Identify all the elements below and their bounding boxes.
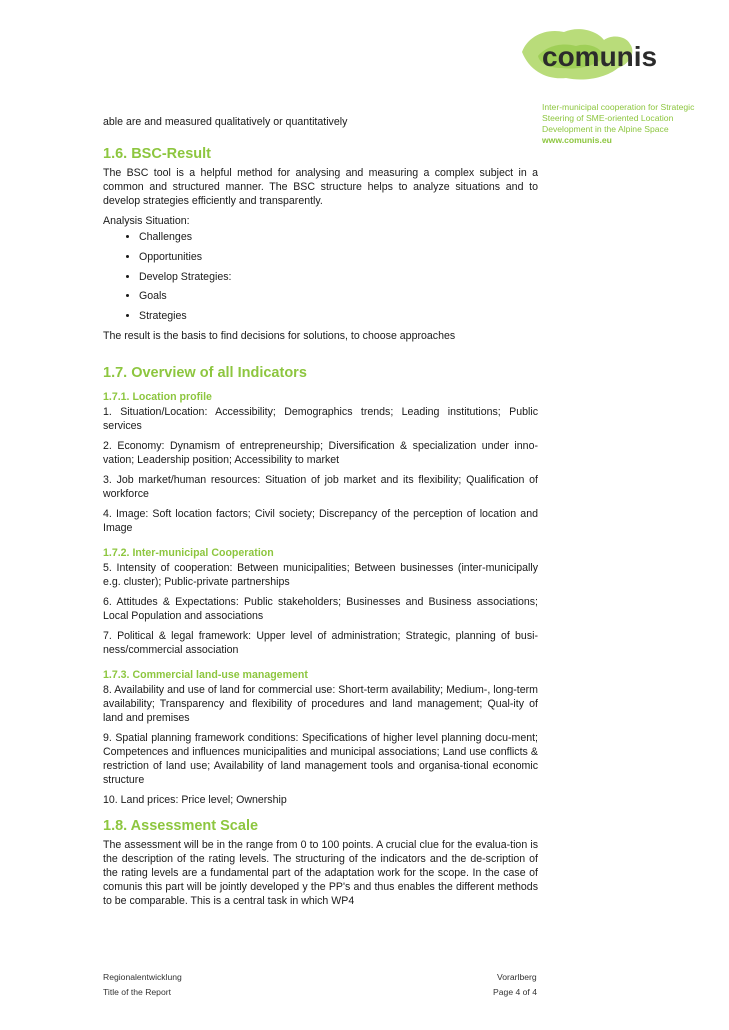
paragraph: The result is the basis to find decisions for solutions, to choose approaches [103,329,456,342]
section-heading-bsc-result: 1.6. BSC-Result [103,146,211,162]
indicator-item: 7. Political & legal framework: Upper level of administration; Strategic, planning of busi-ness/commercial association [103,629,538,656]
indicator-item: 6. Attitudes & Expectations: Public stakeholders; Businesses and Business associations; Local Population and associations [103,595,538,622]
bullet-list [103,230,538,323]
indicator-item: 8. Availability and use of land for commercial use: Short-term availability; Medium-, long-term availability; Transparency and flexibility of procedures and land management; Qual-ity of land and premises [103,683,538,724]
list-item: • Opportunities [139,250,538,264]
paragraph: The assessment will be in the range from 0 to 100 points. A crucial clue for the evalua-tion is the description of the rating levels. The structuring of the indicators and the de-scription of the rating levels are a fundamental part of the adaptation work for the scope. In the case of comunis this part will be jointly developed y the PP's and thus enables the different methods to be comparable. This is a central task in which WP4 [103,838,538,907]
list-item: • Strategies [139,309,538,323]
list-item: • Challenges [139,230,538,244]
indicator-item: 3. Job market/human resources: Situation of job market and its flexibility; Qualification of workforce [103,473,538,500]
indicator-item: 2. Economy: Dynamism of entrepreneurship; Diversification & specialization under inno-vation; Leadership position; Accessibility to market [103,439,538,466]
document-body [103,146,538,914]
indicator-item: 1. Situation/Location: Accessibility; Demographics trends; Leading institutions; Public services [103,405,538,432]
indicator-item: 10. Land prices: Price level; Ownership [103,793,287,806]
list-item: • Goals [139,289,538,303]
website-link[interactable]: www.comunis.eu [542,135,612,145]
indicator-item: 4. Image: Soft location factors; Civil society; Discrepancy of the perception of location and Image [103,507,538,534]
footer-report-title: Title of the Report [103,987,171,997]
page-number: Page 4 of 4 [493,987,537,997]
subsection-heading-land-use: 1.7.3. Commercial land-use management [103,668,308,681]
comunis-logo [518,22,708,86]
list-item: • Develop Strategies: [139,270,538,284]
analysis-label: Analysis Situation: [103,215,190,227]
subsection-heading-cooperation: 1.7.2. Inter-municipal Cooperation [103,546,274,559]
indicator-item: 9. Spatial planning framework conditions: Specifications of higher level planning docu-ment; Competences and influences municipalities and municipal associations; Land use conflicts & restriction of land use; Availability of land management tools and organisa-tional economic structure [103,731,538,786]
tagline-line: Inter-municipal cooperation for Strategic [542,102,695,112]
tagline-line: Steering of SME-oriented Location [542,113,674,123]
intro-line: able are and measured qualitatively or quantitatively [103,116,348,128]
footer-region: Vorarlberg [497,972,537,982]
section-heading-assessment-scale: 1.8. Assessment Scale [103,817,259,834]
section-heading-overview: 1.7. Overview of all Indicators [103,364,307,381]
subsection-heading-location-profile: 1.7.1. Location profile [103,390,212,403]
paragraph: The BSC tool is a helpful method for analysing and measuring a complex subject in a common and structured manner. The BSC structure helps to analyze situations and to develop strategies efficiently and transparently. [103,167,538,207]
footer-org: Regionalentwicklung [103,972,182,982]
page-footer [103,970,537,1000]
logo-wordmark: comunis [542,41,658,72]
indicator-item: 5. Intensity of cooperation: Between municipalities; Between businesses (inter-municipally e.g. cluster); Public-private partnerships [103,561,538,588]
tagline-line: Development in the Alpine Space [542,124,669,134]
header-tagline [542,102,697,146]
